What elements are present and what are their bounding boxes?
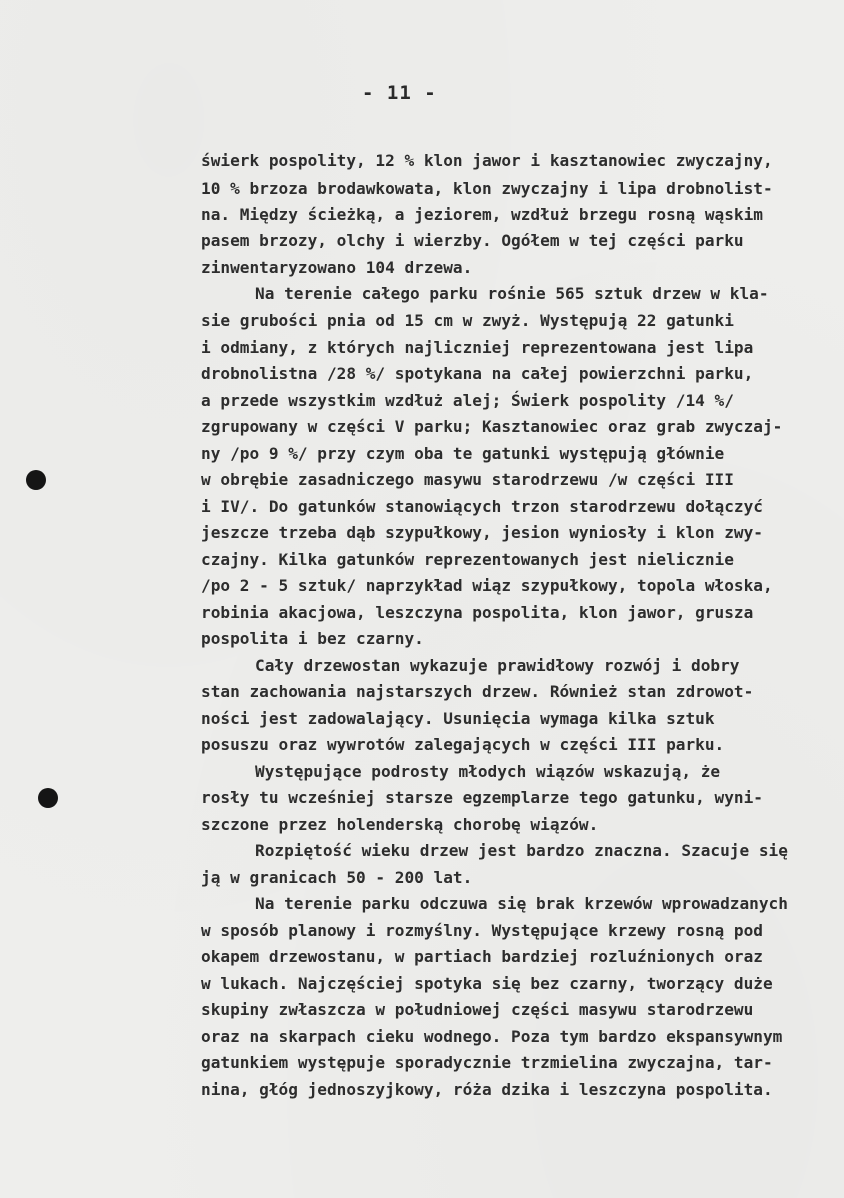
- text-line: w obrębie zasadniczego masywu starodrzewu /w części III: [201, 470, 734, 489]
- text-line: Na terenie całego parku rośnie 565 sztuk drzew w kla-: [255, 284, 769, 303]
- text-line: świerk pospolity, 12 % klon jawor i kasztanowiec zwyczajny,: [201, 151, 773, 170]
- text-line: i odmiany, z których najliczniej reprezentowana jest lipa: [201, 338, 754, 357]
- text-line: sie grubości pnia od 15 cm w zwyż. Występują 22 gatunki: [201, 311, 734, 330]
- text-line: na. Między ścieżką, a jeziorem, wzdłuż brzegu rosną wąskim: [201, 205, 763, 224]
- text-line: drobnolistna /28 %/ spotykana na całej powierzchni parku,: [201, 364, 754, 383]
- text-line: szczone przez holenderską chorobę wiązów.: [201, 815, 599, 834]
- text-line: Na terenie parku odczuwa się brak krzewów wprowadzanych: [255, 894, 788, 913]
- text-line: jeszcze trzeba dąb szypułkowy, jesion wyniosły i klon zwy-: [201, 523, 763, 542]
- text-line: pospolita i bez czarny.: [201, 629, 424, 648]
- text-line: Rozpiętość wieku drzew jest bardzo znaczna. Szacuje się: [255, 841, 788, 860]
- text-line: rosły tu wcześniej starsze egzemplarze tego gatunku, wyni-: [201, 788, 763, 807]
- punch-hole-bottom: [38, 788, 58, 808]
- text-line: ny /po 9 %/ przy czym oba te gatunki występują głównie: [201, 444, 725, 463]
- text-line: i IV/. Do gatunków stanowiących trzon starodrzewu dołączyć: [201, 497, 763, 516]
- text-line: zgrupowany w części V parku; Kasztanowiec oraz grab zwyczaj-: [201, 417, 783, 436]
- text-line: ją w granicach 50 - 200 lat.: [201, 868, 473, 887]
- text-line: ności jest zadowalający. Usunięcia wymaga kilka sztuk: [201, 709, 715, 728]
- text-line: Cały drzewostan wykazuje prawidłowy rozwój i dobry: [255, 656, 740, 675]
- text-line: zinwentaryzowano 104 drzewa.: [201, 258, 473, 277]
- text-line: okapem drzewostanu, w partiach bardziej rozluźnionych oraz: [201, 947, 763, 966]
- text-line: posuszu oraz wywrotów zalegających w części III parku.: [201, 735, 725, 754]
- text-line: /po 2 - 5 sztuk/ naprzykład wiąz szypułkowy, topola włoska,: [201, 576, 773, 595]
- text-line: robinia akacjowa, leszczyna pospolita, klon jawor, grusza: [201, 603, 754, 622]
- text-line: stan zachowania najstarszych drzew. Również stan zdrowot-: [201, 682, 754, 701]
- text-line: pasem brzozy, olchy i wierzby. Ogółem w tej części parku: [201, 231, 744, 250]
- text-line: skupiny zwłaszcza w południowej części masywu starodrzewu: [201, 1000, 754, 1019]
- text-line: w sposób planowy i rozmyślny. Występujące krzewy rosną pod: [201, 921, 763, 940]
- text-line: gatunkiem występuje sporadycznie trzmielina zwyczajna, tar-: [201, 1053, 773, 1072]
- text-line: 10 % brzoza brodawkowata, klon zwyczajny i lipa drobnolist-: [201, 179, 773, 198]
- text-line: nina, głóg jednoszyjkowy, róża dzika i leszczyna pospolita.: [201, 1080, 773, 1099]
- text-line: a przede wszystkim wzdłuż alej; Świerk pospolity /14 %/: [201, 391, 734, 410]
- text-line: w lukach. Najczęściej spotyka się bez czarny, tworzący duże: [201, 974, 773, 993]
- page-number: - 11 -: [362, 82, 437, 104]
- text-line: Występujące podrosty młodych wiązów wskazują, że: [255, 762, 721, 781]
- punch-hole-top: [26, 470, 46, 490]
- text-line: oraz na skarpach cieku wodnego. Poza tym bardzo ekspansywnym: [201, 1027, 783, 1046]
- text-line: czajny. Kilka gatunków reprezentowanych jest nielicznie: [201, 550, 734, 569]
